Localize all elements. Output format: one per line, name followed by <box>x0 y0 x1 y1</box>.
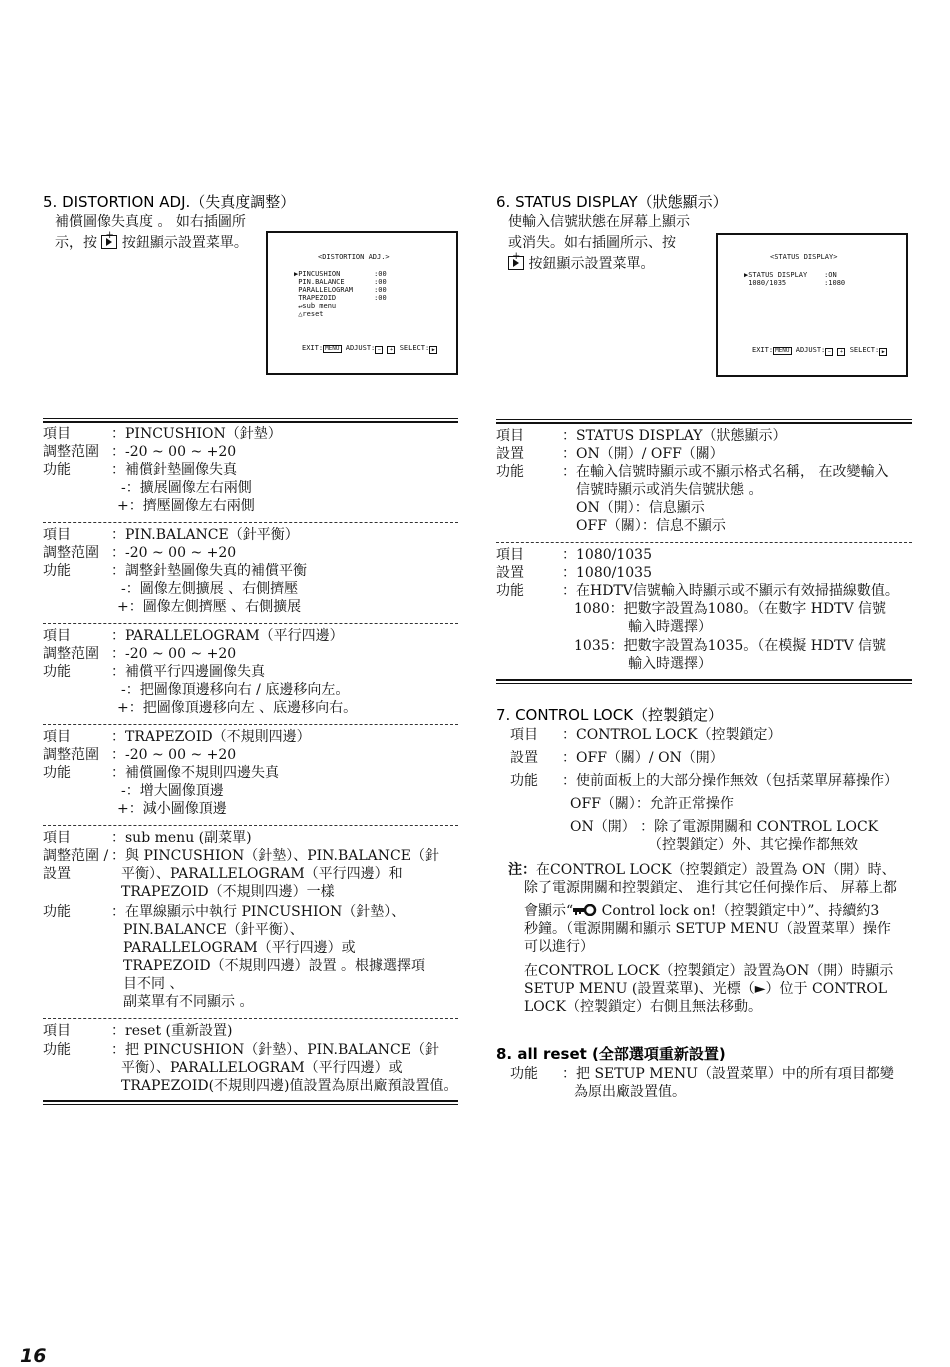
value-function-line3: PARALLELOGRAM（平行四邊）或 <box>123 940 356 956</box>
note-line1 <box>508 861 896 879</box>
screen-line-pin-balance: PIN.BALANCE :00 <box>294 278 387 286</box>
table-top-rule <box>43 418 458 419</box>
section6-intro-part: 按鈕顯示設置菜單。 <box>528 256 655 272</box>
note-line2: 除了電源開關和控製鎖定、 進行其它任何操作后、 屏幕上都 <box>524 880 897 896</box>
label-function: 功能 <box>43 664 71 680</box>
screen-title: <STATUS DISPLAY> <box>770 253 838 261</box>
value-item: ：PIN.BALANCE（針平衡） <box>111 527 299 543</box>
section6-intro-line3 <box>508 254 654 275</box>
divider <box>496 542 912 543</box>
screen-line-sub-menu: ↵sub menu <box>294 302 337 310</box>
label-item: 項目 <box>43 628 71 644</box>
label-item: 項目 <box>43 830 71 846</box>
value-item: ：1080/1035 <box>562 547 652 563</box>
value-off: OFF（關）：信息不顯示 <box>576 518 726 534</box>
distortion-menu-screen <box>266 231 458 375</box>
value-1080-note: 輸入時選擇） <box>628 619 712 635</box>
value-plus: +：擠壓圖像左右兩側 <box>117 498 255 514</box>
value-minus: -：擴展圖像左右兩側 <box>121 480 252 496</box>
status-display-screen <box>716 233 908 377</box>
value-minus: -：圖像左側擴展 、右側擠壓 <box>121 581 299 597</box>
section5-heading: 5. DISTORTION ADJ.（失真度調整） <box>43 193 296 211</box>
key-lock-icon <box>573 904 597 916</box>
value-1080: 1080：把數字設置為1080。（在數字 HDTV 信號 <box>574 601 887 617</box>
value-function-line2: 為原出廠設置值。 <box>574 1084 686 1100</box>
value-1035: 1035：把數字設置為1035。（在模擬 HDTV 信號 <box>574 638 887 654</box>
value-on: ON（開） ：除了電源開關和 CONTROL LOCK <box>570 819 879 835</box>
label-range: 調整范圍 <box>43 444 99 460</box>
note-label: 注： <box>508 862 536 878</box>
table-top-rule-thick <box>43 421 458 423</box>
value-function: ：調整針墊圖像失真的補償平衡 <box>111 563 307 579</box>
value-on: ON（開）：信息顯示 <box>576 500 705 516</box>
value-function-line2: 信號時顯示或消失信號狀態 。 <box>576 482 763 498</box>
label-item: 項目 <box>43 527 71 543</box>
section6-heading: 6. STATUS DISPLAY（狀態顯示） <box>496 193 728 211</box>
note-text1: 在CONTROL LOCK（控製鎖定）設置為 ON（開）時、 <box>536 862 896 878</box>
value-function-line5: 目不同 、 <box>123 976 184 992</box>
screen-adjust-label: ADJUST: <box>795 346 826 354</box>
label-function: 功能 <box>43 765 71 781</box>
section5-intro-part1: 示，按 <box>55 235 97 251</box>
value-function-line1: ：把 SETUP MENU（設置菜單）中的所有項目都變 <box>562 1066 894 1082</box>
label-setting: 設置 <box>43 866 71 882</box>
value-1035-note: 輸入時選擇） <box>628 656 712 672</box>
section5-intro-part2: 按鈕顯示設置菜單。 <box>121 235 248 251</box>
screen-title: <DISTORTION ADJ.> <box>318 253 390 261</box>
value-function-line4: TRAPEZOID（不規則四邊）設置 。根據選擇項 <box>123 958 426 974</box>
label-function: 功能 <box>496 464 524 480</box>
note-line3 <box>524 902 879 920</box>
label-setting: 設置 <box>496 446 524 462</box>
value-function-line3: TRAPEZOID(不規則四邊)值設置為原出廠預設置值。 <box>121 1078 458 1094</box>
screen-adjust-label: ADJUST: <box>345 344 376 352</box>
note-text3b: Control lock on!（控製鎖定中）”、持續約3 <box>597 903 880 919</box>
screen-line-reset: △reset <box>294 310 324 318</box>
menu-play-button-icon <box>508 256 524 270</box>
label-function: 功能 <box>43 904 71 920</box>
screen-minus-key: − <box>825 348 833 356</box>
value-range-line2: 平衡）、PARALLELOGRAM（平行四邊）和 <box>121 866 403 882</box>
table-top-rule-thick <box>496 422 912 424</box>
label-setting: 設置 <box>496 565 524 581</box>
value-minus: -：增大圖像頂邊 <box>121 783 224 799</box>
value-item: ：PARALLELOGRAM（平行四邊） <box>111 628 344 644</box>
value-item: ：reset (重新設置) <box>111 1023 233 1039</box>
value-on-line2: （控製鎖定）外、其它操作都無效 <box>648 837 858 853</box>
divider <box>43 825 458 826</box>
note-line5: 可以進行） <box>524 939 594 955</box>
value-function-line1: ：把 PINCUSHION（針墊）、PIN.BALANCE（針 <box>111 1042 439 1058</box>
screen-plus-key: + <box>387 346 395 354</box>
screen-select-label: SELECT: <box>849 346 880 354</box>
table-top-rule <box>496 419 912 420</box>
label-item: 項目 <box>43 729 71 745</box>
label-item: 項目 <box>496 428 524 444</box>
label-function: 功能 <box>43 1042 71 1058</box>
divider <box>43 1018 458 1019</box>
note-line4: 秒鐘。（電源開關和顯示 SETUP MENU（設置菜單）操作 <box>524 921 891 937</box>
screen-exit-label: EXIT: <box>302 344 324 352</box>
label-range: 調整范圍 <box>43 646 99 662</box>
section6-table <box>496 419 912 687</box>
value-item: ：STATUS DISPLAY（狀態顯示） <box>562 428 787 444</box>
value-function: ：使前面板上的大部分操作無效（包括菜單屏幕操作） <box>562 773 898 789</box>
value-plus: +：圖像左側擠壓 、右側擴展 <box>117 599 302 615</box>
label-item: 項目 <box>496 547 524 563</box>
label-range: 調整范圍 / <box>43 848 109 864</box>
value-range-line3: TRAPEZOID（不規則四邊）一樣 <box>121 884 335 900</box>
screen-select-key: ▶ <box>429 346 437 354</box>
screen-line-pincushion: ▶PINCUSHION :00 <box>294 270 387 278</box>
menu-play-button-icon <box>101 235 117 249</box>
value-function-line1: ：在HDTV信號輸入時顯示或不顯示有效掃描線數值。 <box>562 583 899 599</box>
note-line8: LOCK（控製鎖定）右側且無法移動。 <box>524 999 762 1015</box>
screen-minus-key: − <box>375 346 383 354</box>
divider <box>43 724 458 725</box>
label-function: 功能 <box>43 563 71 579</box>
value-range: ：-20 ~ 00 ~ +20 <box>111 747 237 763</box>
value-function: ：補償針墊圖像失真 <box>111 462 237 478</box>
screen-line-status-display: ▶STATUS DISPLAY :ON <box>744 271 837 279</box>
note-line6: 在CONTROL LOCK（控製鎖定）設置為ON（開）時顯示 <box>524 963 894 979</box>
value-range: ：-20 ~ 00 ~ +20 <box>111 646 237 662</box>
screen-line-1080-1035: 1080/1035 :1080 <box>744 279 846 287</box>
screen-menu-key: MENU <box>775 347 790 354</box>
value-item: ：TRAPEZOID（不規則四邊） <box>111 729 311 745</box>
value-function-line6: 副菜單有不同顯示 。 <box>123 994 254 1010</box>
value-function-line1: ：在輸入信號時顯示或不顯示格式名稱， 在改變輸入 <box>562 464 889 480</box>
value-range: ：-20 ~ 00 ~ +20 <box>111 444 237 460</box>
value-setting: ：1080/1035 <box>562 565 652 581</box>
label-function: 功能 <box>510 773 538 789</box>
section6-intro-line1: 使輸入信號狀態在屏幕上顯示 <box>508 214 690 230</box>
table-bottom-rule <box>43 1104 458 1105</box>
divider <box>43 623 458 624</box>
value-setting: ：OFF（關）/ ON（開） <box>562 750 724 766</box>
screen-plus-key: + <box>837 348 845 356</box>
section5-intro-line1: 補償圖像失真度 。 如右插圖所 <box>55 214 246 230</box>
section8-heading: 8. all reset (全部選項重新設置) <box>496 1045 726 1063</box>
value-function-line2: PIN.BALANCE（針平衡）、 <box>123 922 304 938</box>
value-setting: ：ON（開）/ OFF（關） <box>562 446 724 462</box>
section5-table <box>43 418 458 1108</box>
label-range: 調整范圍 <box>43 545 99 561</box>
screen-select-key: ▶ <box>879 348 887 356</box>
value-range: ：-20 ~ 00 ~ +20 <box>111 545 237 561</box>
screen-exit-label: EXIT: <box>752 346 774 354</box>
divider <box>43 522 458 523</box>
value-plus: +：減小圖像頂邊 <box>117 801 227 817</box>
table-bottom-rule <box>496 683 912 684</box>
screen-menu-key: MENU <box>325 345 340 352</box>
label-item: 項目 <box>510 727 538 743</box>
label-function: 功能 <box>43 462 71 478</box>
label-item: 項目 <box>43 426 71 442</box>
section8-body <box>510 1065 920 1105</box>
label-setting: 設置 <box>510 750 538 766</box>
table-bottom-rule-thick <box>43 1100 458 1102</box>
screen-select-label: SELECT: <box>399 344 430 352</box>
value-item: ：sub menu (副菜單) <box>111 830 252 846</box>
label-function: 功能 <box>510 1066 538 1082</box>
section7-heading: 7. CONTROL LOCK（控製鎖定） <box>496 706 724 724</box>
value-range-line1: ：與 PINCUSHION（針墊）、PIN.BALANCE（針 <box>111 848 439 864</box>
screen-line-parallelogram: PARALLELOGRAM :00 <box>294 286 387 294</box>
value-function: ：補償平行四邊圖像失真 <box>111 664 265 680</box>
screen-footer <box>302 344 437 354</box>
note-line7: SETUP MENU (設置菜單)、光標（►）位于 CONTROL <box>524 981 888 997</box>
value-item: ：CONTROL LOCK（控製鎖定） <box>562 727 782 743</box>
label-item: 項目 <box>43 1023 71 1039</box>
value-off: OFF（關）：允許正常操作 <box>570 796 734 812</box>
section6-intro-line2: 或消失。如右插圖所示、按 <box>508 235 676 251</box>
value-minus: -：把圖像頂邊移向右 / 底邊移向左。 <box>121 682 350 698</box>
page-number: 16 <box>20 1345 47 1367</box>
label-function: 功能 <box>496 583 524 599</box>
table-bottom-rule-thick <box>496 679 912 681</box>
label-range: 調整范圍 <box>43 747 99 763</box>
value-function: ：補償圖像不規則四邊失真 <box>111 765 279 781</box>
value-function-line2: 平衡）、PARALLELOGRAM（平行四邊）或 <box>121 1060 403 1076</box>
value-plus: +：把圖像頂邊移向左 、底邊移向右。 <box>117 700 358 716</box>
value-function-line1: ：在單線顯示中執行 PINCUSHION（針墊）、 <box>111 904 406 920</box>
note-text3a: 會顯示“ <box>524 903 574 919</box>
value-item: ：PINCUSHION（針墊） <box>111 426 282 442</box>
section5-intro-line2 <box>55 233 248 254</box>
screen-line-trapezoid: TRAPEZOID :00 <box>294 294 387 302</box>
screen-footer <box>752 346 887 356</box>
